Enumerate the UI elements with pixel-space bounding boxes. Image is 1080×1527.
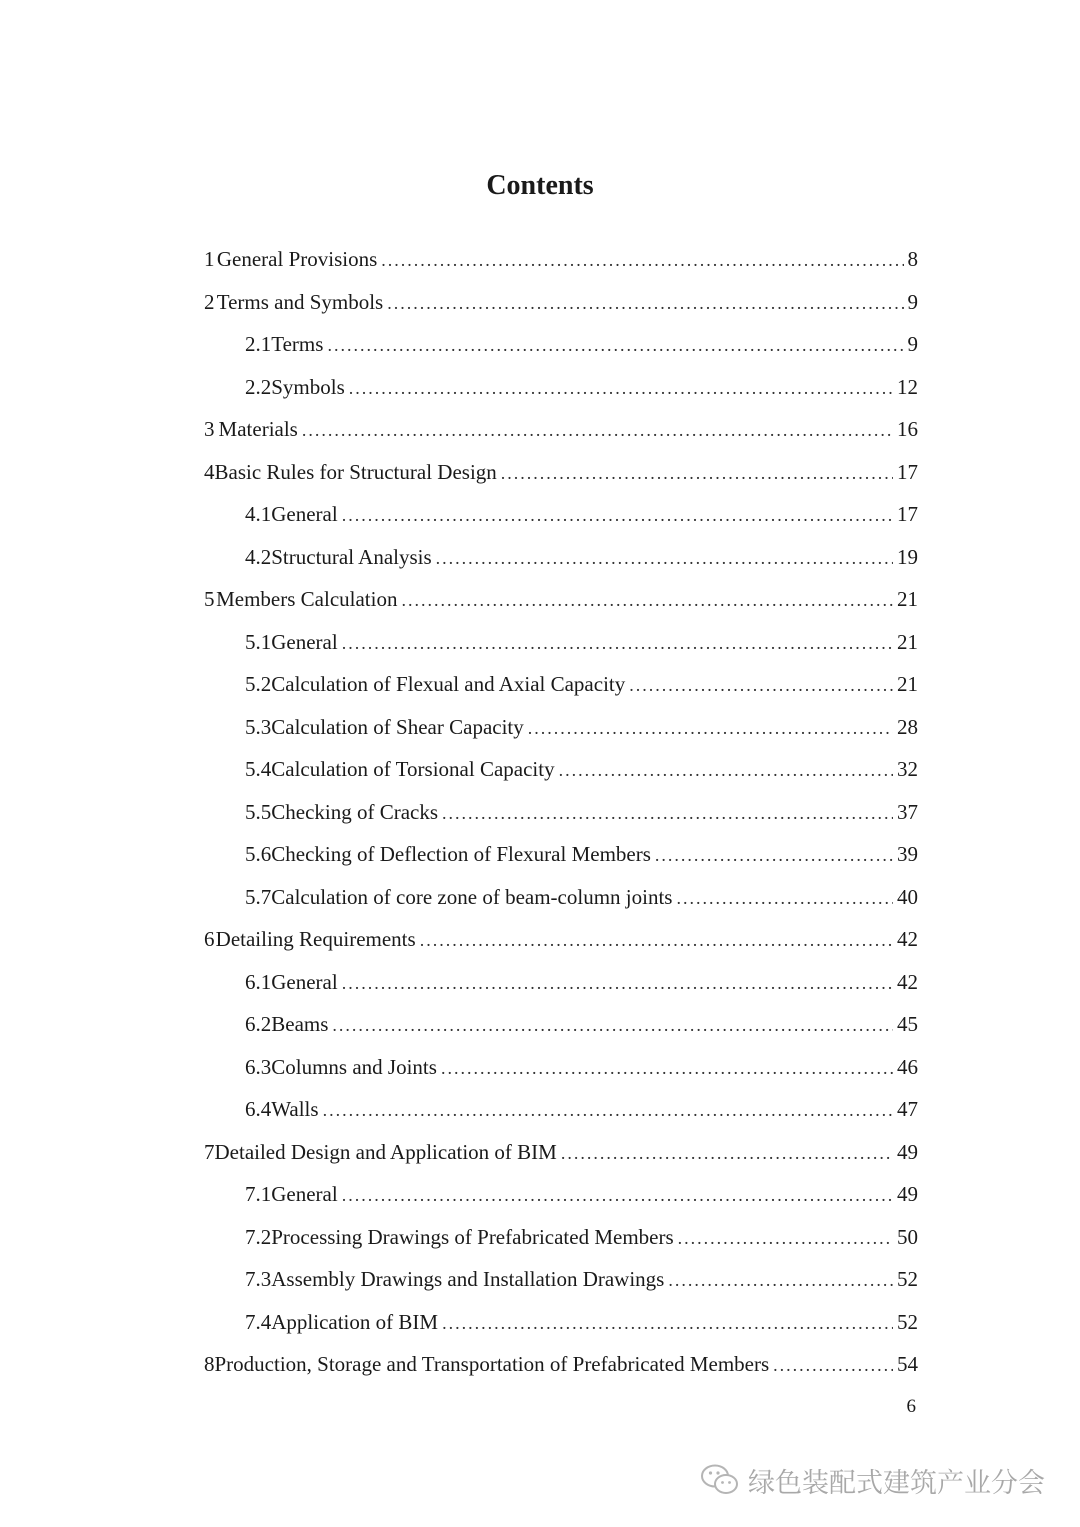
toc-entry-number: 5 — [204, 587, 215, 611]
toc-entry-title: Terms and Symbols — [216, 289, 384, 314]
toc-entry-number: 6 — [204, 927, 215, 951]
toc-entry-title: Columns and Joints — [271, 1054, 437, 1079]
toc-entry-number: 5.4 — [245, 757, 272, 781]
toc-entry-number: 4.1 — [245, 502, 272, 526]
toc-entry — [245, 536, 918, 579]
toc-entry-page: 45 — [897, 1012, 918, 1036]
toc-entry-page: 12 — [897, 374, 918, 399]
toc-entry-page: 49 — [897, 1139, 918, 1164]
toc-entry-title: Calculation of Flexual and Axial Capacity — [271, 672, 626, 696]
toc-entry-page: 17 — [897, 459, 918, 484]
toc-entry — [245, 1046, 918, 1089]
toc-entry-page: 52 — [897, 1309, 918, 1334]
toc-entry-page: 42 — [897, 969, 918, 994]
toc-leader-dots — [436, 537, 893, 580]
toc-entry-title: Symbols — [271, 374, 345, 399]
toc-entry — [245, 1003, 918, 1046]
toc-entry-page: 54 — [897, 1352, 918, 1376]
page-title: Contents — [486, 170, 594, 201]
toc-entry-title: Beams — [271, 1012, 329, 1036]
toc-entry-title: Assembly Drawings and Installation Drawings — [271, 1267, 665, 1291]
toc-entry-page: 52 — [897, 1267, 918, 1291]
toc-entry-title: Terms — [271, 332, 324, 356]
toc-entry — [245, 1301, 918, 1344]
toc-entry-page: 32 — [897, 757, 918, 781]
toc-entry-number: 2 — [204, 289, 215, 314]
toc-entry-number: 5.3 — [245, 714, 272, 739]
toc-entry-number: 2.2 — [245, 374, 272, 399]
toc-leader-dots — [773, 1344, 893, 1387]
toc-entry-page: 8 — [907, 247, 918, 271]
toc-entry-title: General — [271, 1182, 338, 1206]
toc-entry-title: Detailed Design and Application of BIM — [214, 1139, 557, 1164]
toc-entry — [245, 663, 918, 706]
toc-leader-dots — [342, 962, 893, 1005]
toc-leader-dots — [655, 834, 893, 877]
toc-leader-dots — [323, 1089, 893, 1132]
toc-entry — [245, 1088, 918, 1131]
toc-entry-page: 37 — [897, 799, 918, 824]
toc-entry-number: 3 — [204, 417, 215, 441]
toc-entry-number: 5.6 — [245, 842, 272, 866]
toc-entry — [245, 748, 918, 791]
toc-entry-page: 49 — [897, 1182, 918, 1206]
toc-entry — [204, 1131, 918, 1174]
toc-entry — [245, 621, 918, 664]
toc-entry-title: Structural Analysis — [271, 544, 432, 569]
toc-entry-title: Checking of Cracks — [271, 799, 439, 824]
toc-entry-number: 4.2 — [245, 544, 272, 569]
toc-entry — [245, 493, 918, 536]
toc-entry — [245, 323, 918, 366]
toc-entry-number: 5.7 — [245, 884, 272, 909]
toc-entry-title: Calculation of Shear Capacity — [271, 714, 524, 739]
toc-entry-title: Production, Storage and Transportation of Prefabricated Members — [214, 1352, 770, 1376]
toc-leader-dots — [381, 239, 903, 282]
watermark — [700, 1460, 1045, 1500]
toc-entry — [245, 706, 918, 749]
toc-entry — [245, 1216, 918, 1259]
toc-entry-title: Calculation of core zone of beam-column joints — [271, 884, 673, 909]
wechat-icon — [700, 1463, 740, 1497]
toc-leader-dots — [441, 1047, 893, 1090]
toc-entry-number: 6.1 — [245, 969, 272, 994]
toc-entry-number: 7.1 — [245, 1182, 272, 1206]
toc-entry — [204, 281, 918, 324]
toc-leader-dots — [342, 622, 893, 665]
toc-leader-dots — [629, 664, 893, 707]
toc-entry-title: General — [271, 629, 338, 654]
toc-entry-title: Calculation of Torsional Capacity — [271, 757, 555, 781]
toc-entry-number: 8 — [204, 1352, 215, 1376]
toc-entry-page: 28 — [897, 714, 918, 739]
toc-entry-number: 6.3 — [245, 1054, 272, 1079]
toc-entry-title: Processing Drawings of Prefabricated Members — [271, 1224, 674, 1249]
toc-entry-number: 5.1 — [245, 629, 272, 654]
toc-entry — [204, 451, 918, 494]
toc-entry-title: Members Calculation — [216, 587, 398, 611]
toc-entry — [204, 408, 918, 451]
toc-entry-number: 6.2 — [245, 1012, 272, 1036]
toc-entry-title: Detailing Requirements — [215, 927, 416, 951]
toc-entry-page: 21 — [897, 629, 918, 654]
watermark-text: 绿色装配式建筑产业分会 — [748, 1467, 1045, 1499]
toc-entry-number: 7.3 — [245, 1267, 272, 1291]
toc-entry-page: 21 — [897, 672, 918, 696]
toc-entry — [204, 918, 918, 961]
toc-leader-dots — [442, 1302, 893, 1345]
toc-entry-title: Application of BIM — [271, 1309, 439, 1334]
toc-entry-title: General Provisions — [216, 247, 378, 271]
toc-entry-number: 2.1 — [245, 332, 272, 356]
toc-entry — [245, 1258, 918, 1301]
page-number: 6 — [906, 1396, 916, 1417]
toc-entry — [245, 1173, 918, 1216]
toc-entry-page: 16 — [897, 417, 918, 441]
toc-entry-number: 5.2 — [245, 672, 272, 696]
toc-entry — [245, 833, 918, 876]
toc-leader-dots — [327, 324, 903, 367]
toc-entry-page: 9 — [907, 289, 918, 314]
toc-entry — [245, 366, 918, 409]
toc-leader-dots — [349, 367, 893, 410]
toc-entry-number: 7.4 — [245, 1309, 272, 1334]
toc-entry — [245, 961, 918, 1004]
toc-leader-dots — [387, 282, 903, 325]
toc-leader-dots — [528, 707, 893, 750]
toc-entry-title: Materials — [218, 417, 298, 441]
toc-leader-dots — [676, 877, 893, 920]
toc-entry-page: 21 — [897, 587, 918, 611]
toc-entry-page: 50 — [897, 1224, 918, 1249]
toc-leader-dots — [342, 494, 893, 537]
toc-entry-page: 19 — [897, 544, 918, 569]
toc-entry — [204, 238, 918, 281]
toc-entry-page: 9 — [907, 332, 918, 356]
toc-leader-dots — [342, 1174, 893, 1217]
toc-entry — [245, 876, 918, 919]
toc-entry-number: 5.5 — [245, 799, 272, 824]
toc-entry-number: 7.2 — [245, 1224, 272, 1249]
toc-leader-dots — [401, 579, 893, 622]
toc-entry-page: 46 — [897, 1054, 918, 1079]
toc-entry — [204, 1343, 918, 1386]
toc-leader-dots — [678, 1217, 893, 1260]
toc-entry-title: Basic Rules for Structural Design — [214, 459, 497, 484]
toc-entry-title: Checking of Deflection of Flexural Members — [271, 842, 651, 866]
toc-entry-page: 42 — [897, 927, 918, 951]
toc-entry-number: 1 — [204, 247, 215, 271]
toc-leader-dots — [668, 1259, 893, 1302]
toc-entry-page: 47 — [897, 1097, 918, 1121]
toc-entry-number: 6.4 — [245, 1097, 272, 1121]
toc-entry-title: General — [271, 969, 338, 994]
toc-leader-dots — [420, 919, 893, 962]
toc-entry-number: 4 — [204, 459, 215, 484]
toc-leader-dots — [442, 792, 893, 835]
toc-leader-dots — [302, 409, 893, 452]
toc-entry-title: General — [271, 502, 338, 526]
toc-leader-dots — [559, 749, 893, 792]
toc-leader-dots — [561, 1132, 893, 1175]
toc-leader-dots — [332, 1004, 893, 1047]
toc-entry-page: 39 — [897, 842, 918, 866]
toc-entry — [245, 791, 918, 834]
toc-entry — [204, 578, 918, 621]
toc-entry-page: 17 — [897, 502, 918, 526]
toc-entry-number: 7 — [204, 1139, 215, 1164]
toc-entry-page: 40 — [897, 884, 918, 909]
toc-leader-dots — [501, 452, 893, 495]
toc-entry-title: Walls — [271, 1097, 319, 1121]
